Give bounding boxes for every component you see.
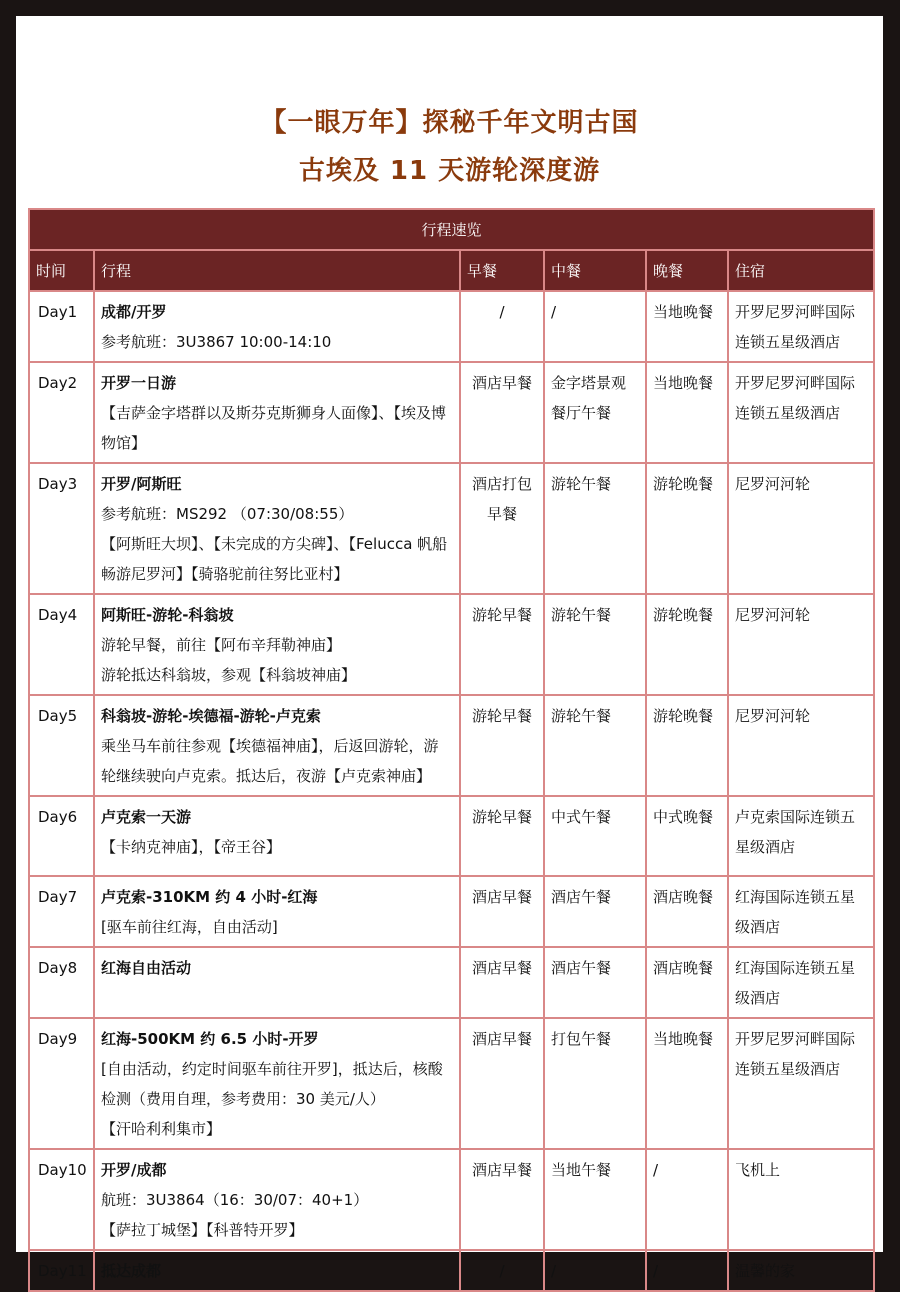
itinerary-detail: [自由活动，约定时间驱车前往开罗]，抵达后，核酸检测（费用自理，参考费用：30 美元/人） [101,1060,443,1108]
itinerary-title: 卢克索-310KM 约 4 小时-红海 [101,888,318,906]
itinerary-title: 卢克索一天游 [101,808,192,826]
dinner-cell: 中式晚餐 [646,796,728,876]
document-page [16,16,883,1280]
table-row [29,1018,874,1149]
breakfast-cell: 酒店早餐 [460,1149,544,1250]
itinerary-cell [94,947,460,1018]
breakfast-cell: 游轮早餐 [460,594,544,695]
table-row [29,291,874,362]
itinerary-table [28,208,875,1292]
itinerary-title: 阿斯旺-游轮-科翁坡 [101,606,234,624]
breakfast-cell: 游轮早餐 [460,695,544,796]
day-cell: Day1 [29,291,94,362]
itinerary-detail: 参考航班：MS292 （07:30/08:55） [101,505,354,523]
itinerary-cell [94,876,460,947]
itinerary-cell [94,796,460,876]
lunch-cell: 游轮午餐 [544,463,646,594]
itinerary-detail: 【汗哈利利集市】 [101,1120,222,1138]
breakfast-cell: 游轮早餐 [460,796,544,876]
column-header-dinner: 晚餐 [646,250,728,291]
table-row [29,594,874,695]
hotel-cell: 尼罗河河轮 [728,695,874,796]
hotel-cell: 飞机上 [728,1149,874,1250]
column-header-hotel: 住宿 [728,250,874,291]
itinerary-cell [94,1149,460,1250]
day-cell: Day9 [29,1018,94,1149]
hotel-cell: 开罗尼罗河畔国际连锁五星级酒店 [728,362,874,463]
lunch-cell: 游轮午餐 [544,594,646,695]
day-cell: Day3 [29,463,94,594]
dinner-cell: 游轮晚餐 [646,594,728,695]
itinerary-cell [94,1018,460,1149]
breakfast-cell: 酒店打包早餐 [460,463,544,594]
lunch-cell: / [544,291,646,362]
itinerary-detail: 【阿斯旺大坝】、【未完成的方尖碑】、【Felucca 帆船畅游尼罗河】【骑骆驼前往努比亚村】 [101,535,448,583]
hotel-cell: 温馨的家 [728,1250,874,1291]
dinner-cell: 游轮晚餐 [646,695,728,796]
dinner-cell: 游轮晚餐 [646,463,728,594]
lunch-cell: 金字塔景观餐厅午餐 [544,362,646,463]
lunch-cell: 当地午餐 [544,1149,646,1250]
lunch-cell: 酒店午餐 [544,876,646,947]
day-cell: Day5 [29,695,94,796]
hotel-cell: 开罗尼罗河畔国际连锁五星级酒店 [728,291,874,362]
itinerary-cell [94,362,460,463]
hotel-cell: 红海国际连锁五星级酒店 [728,876,874,947]
itinerary-detail: 乘坐马车前往参观【埃德福神庙】，后返回游轮，游轮继续驶向卢克索。抵达后，夜游【卢克索神庙】 [101,737,439,785]
itinerary-detail: 【卡纳克神庙】，【帝王谷】 [101,838,282,856]
table-row [29,947,874,1018]
itinerary-cell [94,1250,460,1291]
column-header-lunch: 中餐 [544,250,646,291]
day-cell: Day8 [29,947,94,1018]
table-row [29,876,874,947]
table-row [29,463,874,594]
itinerary-cell [94,463,460,594]
lunch-cell: 打包午餐 [544,1018,646,1149]
day-cell: Day6 [29,796,94,876]
title-line-2: 古埃及 11 天游轮深度游 [298,156,601,186]
table-row [29,362,874,463]
breakfast-cell: / [460,291,544,362]
itinerary-title: 成都/开罗 [101,303,167,321]
section-header: 行程速览 [29,209,874,250]
day-cell: Day11 [29,1250,94,1291]
itinerary-detail: 游轮早餐，前往【阿布辛拜勒神庙】 [101,636,342,654]
itinerary-title: 开罗一日游 [101,374,177,392]
day-cell: Day2 [29,362,94,463]
title-line-1: 【一眼万年】探秘千年文明古国 [260,108,639,138]
itinerary-title: 开罗/阿斯旺 [101,475,182,493]
dinner-cell: / [646,1149,728,1250]
hotel-cell: 开罗尼罗河畔国际连锁五星级酒店 [728,1018,874,1149]
dinner-cell: 酒店晚餐 [646,947,728,1018]
itinerary-title: 开罗/成都 [101,1161,167,1179]
table-row [29,1149,874,1250]
itinerary-cell [94,291,460,362]
lunch-cell: 酒店午餐 [544,947,646,1018]
itinerary-detail: 【吉萨金字塔群以及斯芬克斯狮身人面像】、【埃及博物馆】 [101,404,447,452]
itinerary-detail: 【萨拉丁城堡】【科普特开罗】 [101,1221,304,1239]
lunch-cell: / [544,1250,646,1291]
breakfast-cell: 酒店早餐 [460,876,544,947]
dinner-cell: 当地晚餐 [646,362,728,463]
breakfast-cell: 酒店早餐 [460,947,544,1018]
dinner-cell: / [646,1250,728,1291]
table-row [29,695,874,796]
dinner-cell: 酒店晚餐 [646,876,728,947]
day-cell: Day4 [29,594,94,695]
itinerary-detail: 游轮抵达科翁坡，参观【科翁坡神庙】 [101,666,357,684]
hotel-cell: 红海国际连锁五星级酒店 [728,947,874,1018]
column-header-breakfast: 早餐 [460,250,544,291]
hotel-cell: 尼罗河河轮 [728,594,874,695]
table-row [29,796,874,876]
itinerary-title: 红海自由活动 [101,959,192,977]
hotel-cell: 尼罗河河轮 [728,463,874,594]
itinerary-title: 抵达成都 [101,1262,162,1280]
day-cell: Day7 [29,876,94,947]
hotel-cell: 卢克索国际连锁五星级酒店 [728,796,874,876]
itinerary-cell [94,594,460,695]
lunch-cell: 中式午餐 [544,796,646,876]
column-header-time: 时间 [29,250,94,291]
table-row [29,1250,874,1291]
breakfast-cell: / [460,1250,544,1291]
dinner-cell: 当地晚餐 [646,1018,728,1149]
lunch-cell: 游轮午餐 [544,695,646,796]
dinner-cell: 当地晚餐 [646,291,728,362]
itinerary-detail: 参考航班：3U3867 10:00-14:10 [101,333,332,351]
column-header-itinerary: 行程 [94,250,460,291]
itinerary-rows [29,291,874,1291]
itinerary-title: 科翁坡-游轮-埃德福-游轮-卢克索 [101,707,321,725]
itinerary-cell [94,695,460,796]
day-cell: Day10 [29,1149,94,1250]
itinerary-detail: [驱车前往红海，自由活动] [101,918,278,936]
breakfast-cell: 酒店早餐 [460,362,544,463]
itinerary-detail: 航班：3U3864（16：30/07：40+1） [101,1191,369,1209]
itinerary-title: 红海-500KM 约 6.5 小时-开罗 [101,1030,319,1048]
breakfast-cell: 酒店早餐 [460,1018,544,1149]
